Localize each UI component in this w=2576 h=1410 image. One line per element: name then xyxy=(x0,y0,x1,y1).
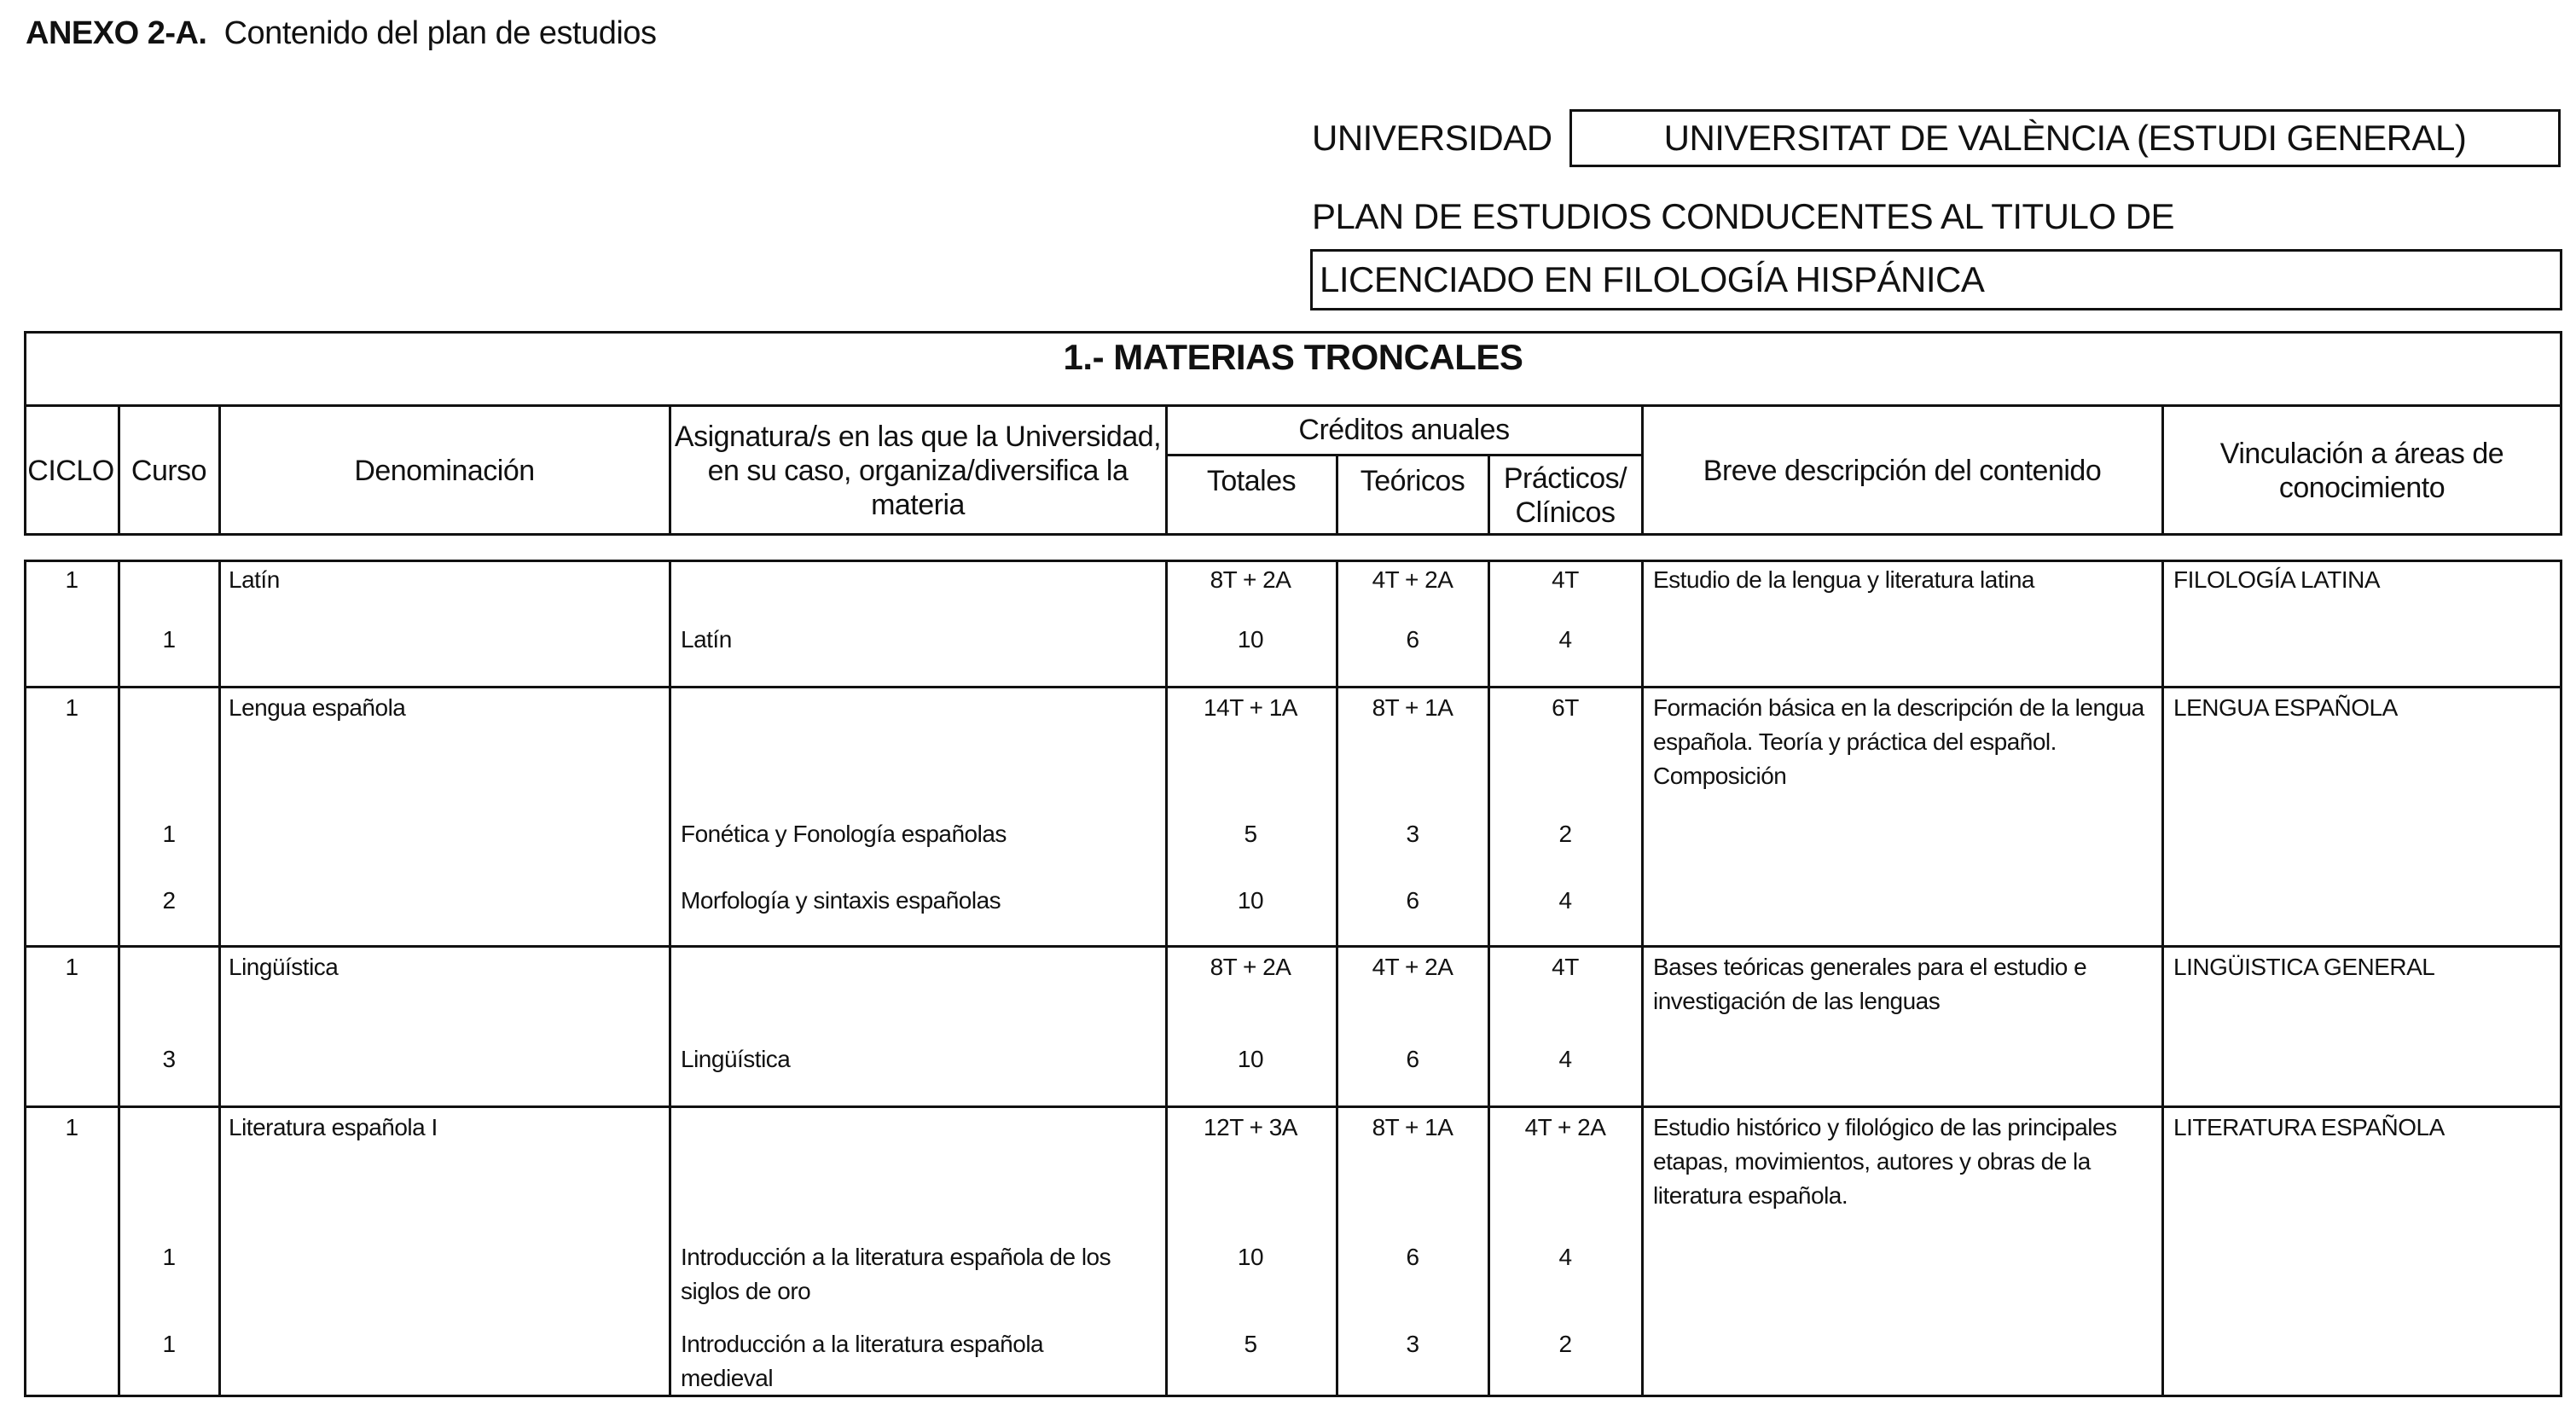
asignatura-cell: Latín xyxy=(681,626,732,653)
totales-cell: 8T + 2A xyxy=(1210,954,1291,980)
divider xyxy=(24,945,2562,948)
col-teoricos: Teóricos xyxy=(1360,465,1465,497)
curso-cell: 1 xyxy=(162,821,176,847)
denominacion-cell: Latín xyxy=(229,566,280,593)
descripcion-cell: Formación básica en la descripción de la lengua española. Teoría y práctica del español. Composición xyxy=(1653,694,2144,789)
practicos-cell: 6T xyxy=(1552,694,1579,721)
descripcion-cell: Bases teóricas generales para el estudio e investigación de las lenguas xyxy=(1653,954,2087,1014)
curso-cell: 3 xyxy=(162,1046,176,1072)
col-asignatura: Asignatura/s en las que la Universidad, en su caso, organiza/diversifica la materia xyxy=(674,421,1162,521)
divider xyxy=(24,1105,2562,1108)
teoricos-cell: 8T + 1A xyxy=(1372,694,1453,721)
teoricos-cell: 6 xyxy=(1406,887,1419,914)
annex-title: Contenido del plan de estudios xyxy=(223,15,657,51)
totales-cell: 10 xyxy=(1237,887,1264,914)
asignatura-cell: Introducción a la literatura española de los siglos de oro xyxy=(681,1244,1111,1304)
col-descripcion: Breve descripción del contenido xyxy=(1703,455,2102,487)
descripcion-cell: Estudio histórico y filológico de las principales etapas, movimientos, autores y obras de la literatura española. xyxy=(1653,1114,2117,1209)
col-curso: Curso xyxy=(131,455,207,487)
teoricos-cell: 6 xyxy=(1406,1046,1419,1072)
teoricos-cell: 8T + 1A xyxy=(1372,1114,1453,1140)
practicos-cell: 4T + 2A xyxy=(1524,1114,1606,1140)
col-practicos: Prácticos/ Clínicos xyxy=(1503,462,1627,529)
practicos-cell: 4T xyxy=(1552,566,1579,593)
curso-cell: 1 xyxy=(162,1244,176,1270)
ciclo-cell: 1 xyxy=(65,566,78,593)
universidad-label: UNIVERSIDAD xyxy=(1312,118,1552,158)
practicos-cell: 4 xyxy=(1558,626,1572,653)
totales-cell: 5 xyxy=(1244,821,1257,847)
asignatura-cell: Introducción a la literatura española medieval xyxy=(681,1331,1044,1391)
ciclo-cell: 1 xyxy=(65,954,78,980)
totales-cell: 8T + 2A xyxy=(1210,566,1291,593)
asignatura-cell: Morfología y sintaxis españolas xyxy=(681,887,1001,914)
curso-cell: 2 xyxy=(162,887,176,914)
section-title: 1.- MATERIAS TRONCALES xyxy=(1063,337,1523,377)
annex-label: ANEXO 2-A. xyxy=(26,15,207,51)
practicos-cell: 4 xyxy=(1558,887,1572,914)
asignatura-cell: Fonética y Fonología españolas xyxy=(681,821,1007,847)
teoricos-cell: 3 xyxy=(1406,821,1419,847)
totales-cell: 14T + 1A xyxy=(1204,694,1297,721)
universidad-value: UNIVERSITAT DE VALÈNCIA (ESTUDI GENERAL) xyxy=(1569,109,2561,167)
col-vinculacion: Vinculación a áreas de conocimiento xyxy=(2219,438,2504,504)
totales-cell: 10 xyxy=(1237,626,1264,653)
vinculacion-cell: LITERATURA ESPAÑOLA xyxy=(2173,1114,2445,1140)
denominacion-cell: Literatura española I xyxy=(229,1114,438,1140)
practicos-cell: 4 xyxy=(1558,1244,1572,1270)
descripcion-cell: Estudio de la lengua y literatura latina xyxy=(1653,566,2034,593)
denominacion-cell: Lengua española xyxy=(229,694,406,721)
teoricos-cell: 6 xyxy=(1406,626,1419,653)
teoricos-cell: 6 xyxy=(1406,1244,1419,1270)
annex-heading xyxy=(26,15,656,52)
curso-cell: 1 xyxy=(162,626,176,653)
teoricos-cell: 3 xyxy=(1406,1331,1419,1357)
totales-cell: 10 xyxy=(1237,1244,1264,1270)
totales-cell: 5 xyxy=(1244,1331,1257,1357)
vinculacion-cell: LINGÜISTICA GENERAL xyxy=(2173,954,2435,980)
practicos-cell: 2 xyxy=(1558,821,1572,847)
curso-cell: 1 xyxy=(162,1331,176,1357)
plan-label: PLAN DE ESTUDIOS CONDUCENTES AL TITULO DE xyxy=(1312,196,2175,236)
titulo-value: LICENCIADO EN FILOLOGÍA HISPÁNICA xyxy=(1310,249,2562,310)
col-creditos: Créditos anuales xyxy=(1298,414,1510,446)
denominacion-cell: Lingüística xyxy=(229,954,339,980)
vinculacion-cell: FILOLOGÍA LATINA xyxy=(2173,566,2381,593)
col-ciclo: CICLO xyxy=(27,455,114,487)
col-denominacion: Denominación xyxy=(354,455,535,487)
practicos-cell: 4T xyxy=(1552,954,1579,980)
practicos-cell: 4 xyxy=(1558,1046,1572,1072)
col-totales: Totales xyxy=(1206,465,1297,497)
ciclo-cell: 1 xyxy=(65,1114,78,1140)
teoricos-cell: 4T + 2A xyxy=(1372,954,1453,980)
totales-cell: 12T + 3A xyxy=(1204,1114,1297,1140)
vinculacion-cell: LENGUA ESPAÑOLA xyxy=(2173,694,2398,721)
practicos-cell: 2 xyxy=(1558,1331,1572,1357)
ciclo-cell: 1 xyxy=(65,694,78,721)
teoricos-cell: 4T + 2A xyxy=(1372,566,1453,593)
divider xyxy=(24,686,2562,688)
asignatura-cell: Lingüística xyxy=(681,1046,791,1072)
totales-cell: 10 xyxy=(1237,1046,1264,1072)
